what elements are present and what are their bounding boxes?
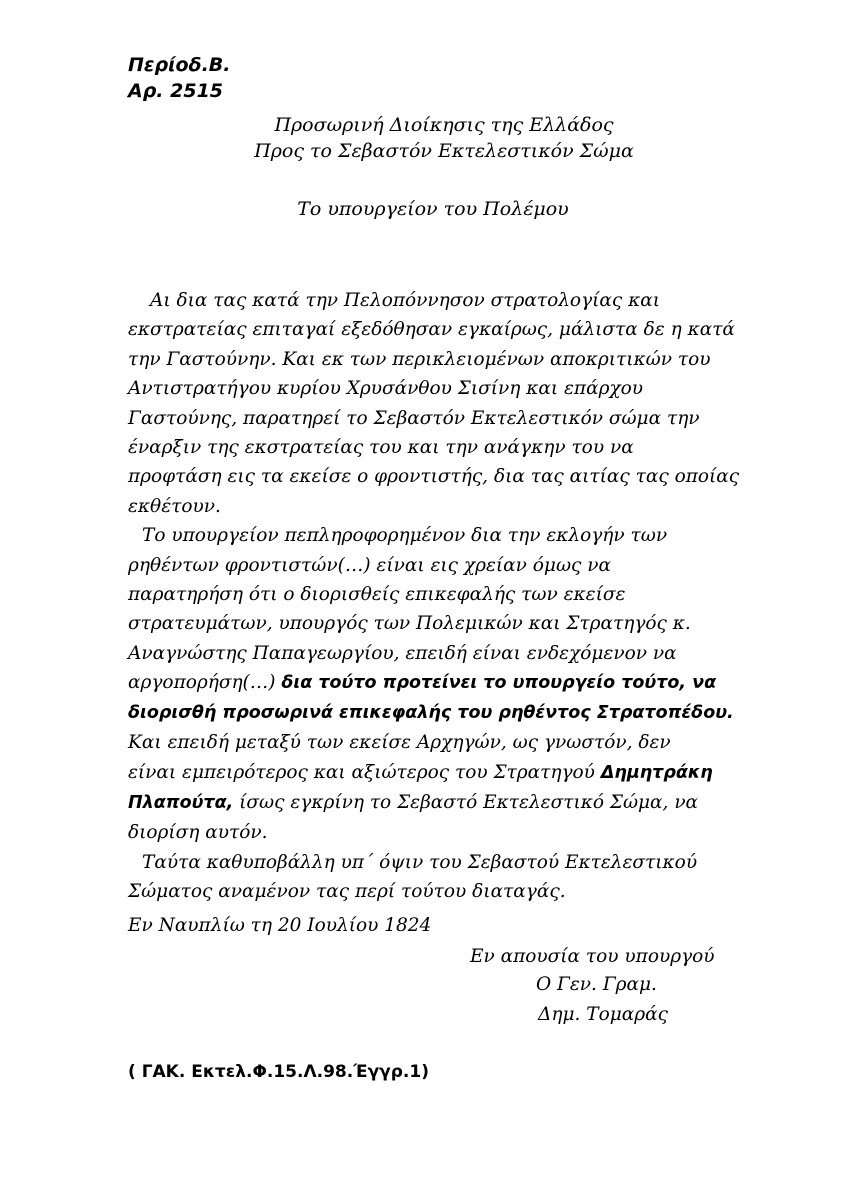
body-line: Αντιστρατήγου κυρίου Χρυσάνθου Σισίνη και επάρχου (128, 378, 644, 400)
body-line: Σώματος αναμένον τας περί τούτου διαταγάς. (128, 881, 566, 903)
body-line: Ταύτα καθυποβάλλη υπ΄ όψιν του Σεβαστού Εκτελεστικού (142, 851, 698, 873)
body-line: Το υπουργείον πεπληροφορημένον δια την εκλογήν των (142, 525, 668, 547)
body-text-span: ίσως εγκρίνη το Σεβαστό Εκτελεστικό Σώμα, να (239, 791, 699, 813)
sender-heading: Το υπουργείον του Πολέμου (297, 198, 569, 220)
body-line: έναρξιν της εκστρατείας του και την ανάγκην του να (128, 437, 634, 459)
body-text-span: είναι εμπειρότερος και αξιώτερος του Στρατηγού (128, 761, 595, 783)
body-line-mixed (128, 758, 728, 788)
body-line-mixed (128, 788, 728, 818)
body-line: διορίση αυτόν. (128, 822, 268, 844)
period-label: Περίοδ.Β. (128, 54, 231, 76)
signature-line-absence: Εν απουσία του υπουργού (470, 946, 715, 967)
body-line: Και επειδή μεταξύ των εκείσε Αρχηγών, ως γνωστόν, δεν (128, 732, 671, 754)
body-line-mixed (128, 668, 728, 698)
body-line: εκθέτουν. (128, 495, 221, 517)
signature-line-name: Δημ. Τομαράς (538, 1004, 668, 1025)
archive-reference: ( ΓΑΚ. Εκτελ.Φ.15.Λ.98.Έγγρ.1) (128, 1062, 429, 1082)
place-date: Εν Ναυπλίω τη 20 Ιουλίου 1824 (128, 915, 432, 936)
body-line: Αι δια τας κατά την Πελοπόννησον στρατολογίας και (150, 290, 660, 311)
body-line: παρατηρήση ότι ο διορισθείς επικεφαλής των εκείσε (128, 584, 626, 606)
emphasized-text: δια τούτο προτείνει το υπουργείο τούτο, να (281, 673, 717, 694)
emphasized-line: διορισθή προσωρινά επικεφαλής του ρηθέντος Στρατοπέδου. (128, 702, 734, 723)
body-line: στρατευμάτων, υπουργός των Πολεμικών και Στρατηγός κ. (128, 613, 691, 635)
emphasized-name: Πλαπούτα, (128, 792, 234, 813)
body-line: Γαστούνης, παρατηρεί το Σεβαστόν Εκτελεστικόν σώμα την (128, 407, 700, 429)
emphasized-name: Δημητράκη (600, 762, 713, 783)
body-text-span: αργοπορήση(…) (128, 672, 276, 694)
document-number: Αρ. 2515 (128, 80, 224, 102)
addressee-heading: Προς το Σεβαστόν Εκτελεστικόν Σώμα (254, 140, 634, 162)
signature-line-title: Ο Γεν. Γραμ. (536, 974, 657, 995)
authority-heading: Προσωρινή Διοίκησις της Ελλάδος (274, 114, 614, 136)
body-line: την Γαστούνην. Και εκ των περικλειομένων αποκριτικών του (128, 348, 711, 370)
body-line: Αναγνώστης Παπαγεωργίου, επειδή είναι ενδεχόμενον να (128, 642, 677, 664)
body-line: ρηθέντων φροντιστών(…) είναι εις χρείαν όμως να (128, 554, 612, 576)
body-line: εκστρατείας επιταγαί εξεδόθησαν εγκαίρως, μάλιστα δε η κατά (128, 319, 735, 341)
body-line: προφτάση εις τα εκείσε ο φροντιστής, δια τας αιτίας τας οποίας (128, 466, 740, 488)
letter-body (128, 286, 740, 907)
